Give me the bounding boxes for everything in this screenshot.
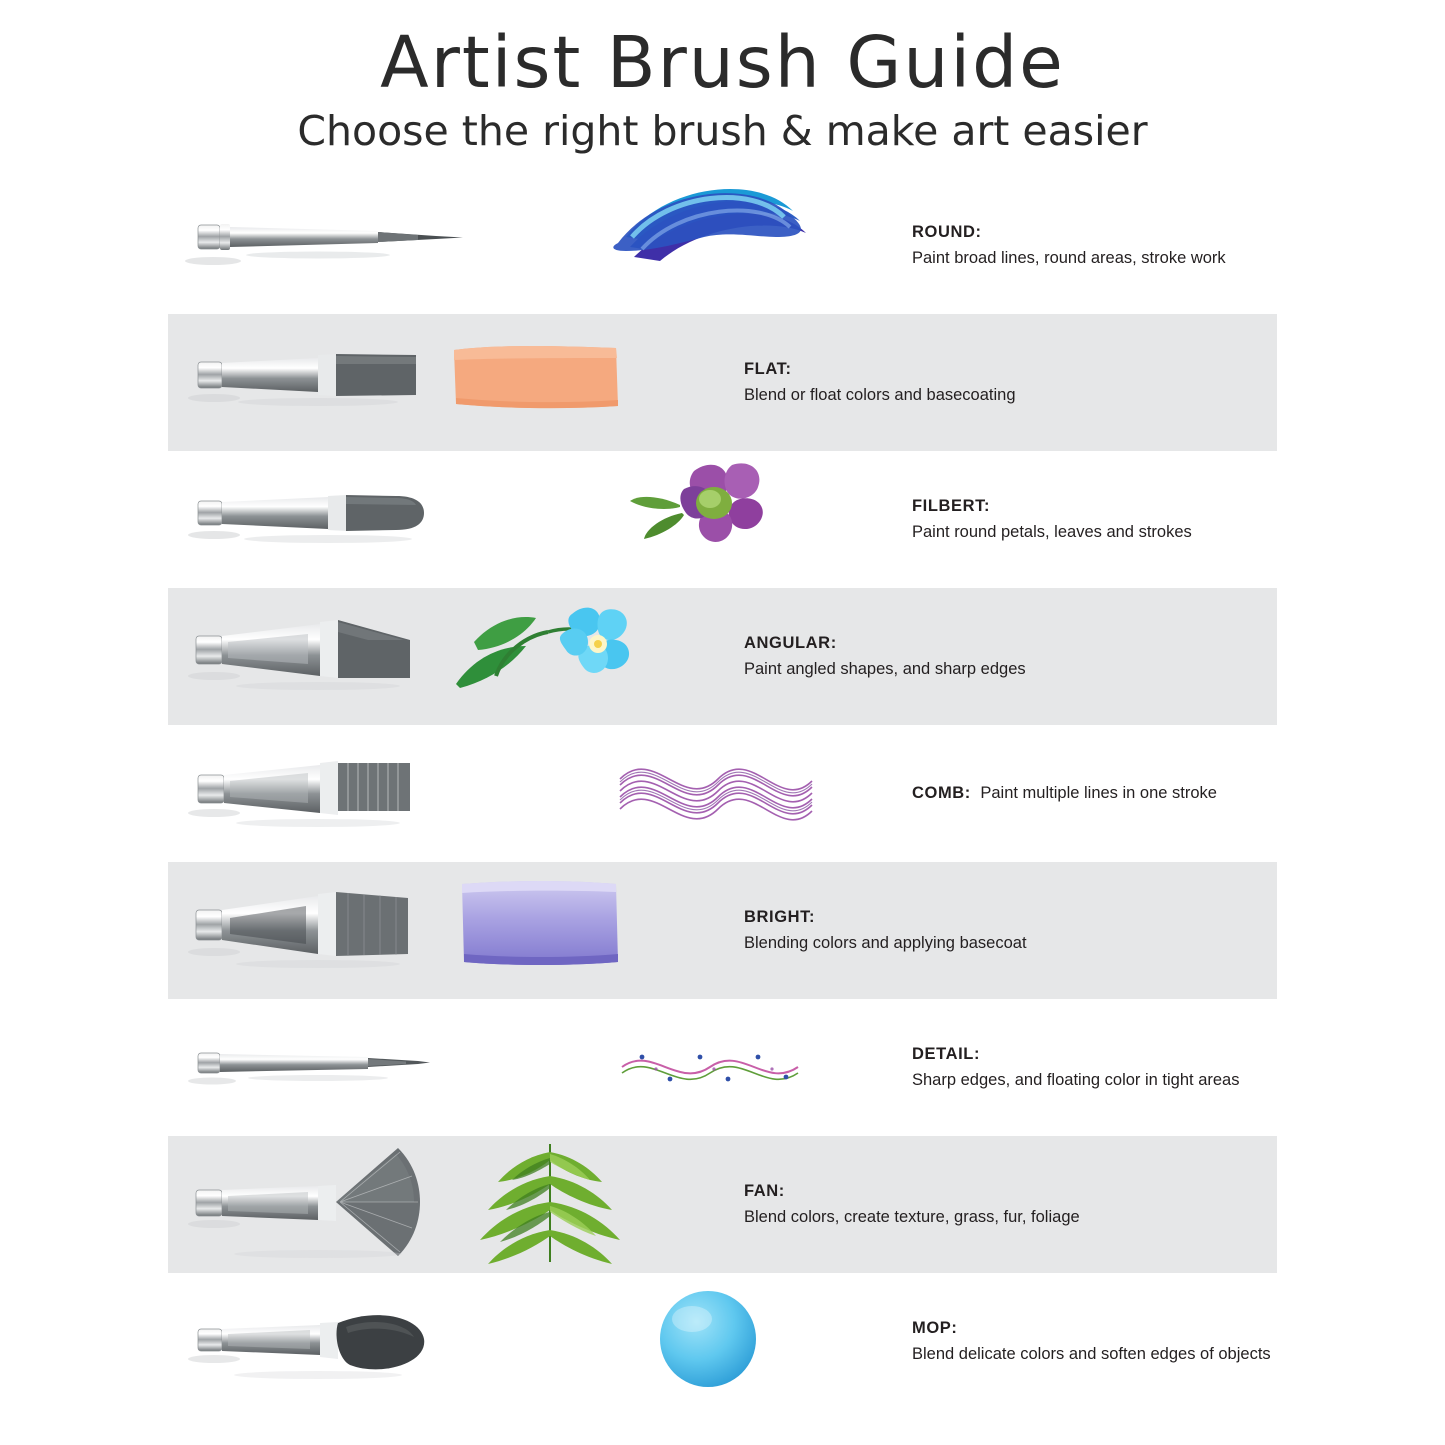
- brush-description: Blending colors and applying basecoat: [744, 933, 1027, 952]
- peach-block-swatch: [440, 314, 730, 451]
- brush-name: DETAIL:: [912, 1044, 981, 1063]
- bright-brush-icon: [168, 862, 440, 999]
- table-row: [0, 725, 1445, 862]
- brush-description: Blend or float colors and basecoating: [744, 385, 1016, 404]
- brush-text-cell: [730, 634, 1277, 679]
- brush-text-cell: [730, 360, 1277, 405]
- stroke-swatch-cell: [440, 314, 730, 451]
- brush-image-cell: [168, 725, 608, 862]
- brush-description: Paint multiple lines in one stroke: [980, 783, 1217, 802]
- brush-name: FILBERT:: [912, 496, 991, 515]
- brush-text-cell: [898, 784, 1445, 803]
- brush-text-cell: [898, 1045, 1445, 1090]
- brush-name: ROUND:: [912, 222, 982, 241]
- table-row: [0, 1273, 1445, 1410]
- brush-image-cell: [168, 177, 608, 314]
- brush-text-cell: [898, 223, 1445, 268]
- green-foliage-swatch: [440, 1136, 730, 1273]
- brush-text-cell: [898, 497, 1445, 542]
- table-row: [0, 177, 1445, 314]
- brush-image-cell: [168, 451, 608, 588]
- brush-text-cell: [730, 908, 1277, 953]
- brush-image-cell: [168, 1273, 608, 1410]
- brush-image-cell: [168, 1136, 440, 1273]
- brush-name: ANGULAR:: [744, 633, 837, 652]
- brush-description: Paint round petals, leaves and strokes: [912, 522, 1192, 541]
- brush-description: Blend colors, create texture, grass, fur, foliage: [744, 1207, 1080, 1226]
- thin-line-swatch: [608, 999, 898, 1136]
- brush-image-cell: [168, 588, 440, 725]
- detail-brush-icon: [168, 999, 608, 1136]
- brush-name: COMB:: [912, 783, 971, 802]
- mop-brush-icon: [168, 1273, 608, 1410]
- stroke-swatch-cell: [440, 1136, 730, 1273]
- stroke-swatch-cell: [608, 999, 898, 1136]
- brush-name: FAN:: [744, 1181, 785, 1200]
- brush-name: MOP:: [912, 1318, 958, 1337]
- poster-header: [0, 0, 1445, 155]
- round-brush-icon: [168, 177, 608, 314]
- brush-description: Paint angled shapes, and sharp edges: [744, 659, 1026, 678]
- table-row: [168, 1136, 1277, 1273]
- brush-description: Sharp edges, and floating color in tight areas: [912, 1070, 1240, 1089]
- table-row: [168, 314, 1277, 451]
- stroke-swatch-cell: [608, 177, 898, 314]
- page-title: Artist Brush Guide: [380, 21, 1065, 104]
- stroke-swatch-cell: [608, 451, 898, 588]
- brush-image-cell: [168, 999, 608, 1136]
- brush-image-cell: [168, 862, 440, 999]
- page-subtitle: Choose the right brush & make art easier: [297, 106, 1148, 155]
- brush-name: BRIGHT:: [744, 907, 816, 926]
- table-row: [168, 862, 1277, 999]
- brush-text-cell: [898, 1319, 1445, 1364]
- brush-description: Paint broad lines, round areas, stroke work: [912, 248, 1226, 267]
- table-row: [168, 588, 1277, 725]
- blue-curved-strokes-swatch: [608, 177, 898, 314]
- comb-brush-icon: [168, 725, 608, 862]
- flat-brush-icon: [168, 314, 440, 451]
- brush-name: FLAT:: [744, 359, 792, 378]
- angular-brush-icon: [168, 588, 440, 725]
- stroke-swatch-cell: [608, 1273, 898, 1410]
- blue-circle-swatch: [608, 1273, 898, 1410]
- stroke-swatch-cell: [440, 588, 730, 725]
- table-row: [0, 999, 1445, 1136]
- fan-brush-icon: [168, 1136, 440, 1273]
- stroke-swatch-cell: [608, 725, 898, 862]
- purple-flower-swatch: [608, 451, 898, 588]
- brush-image-cell: [168, 314, 440, 451]
- brush-text-cell: [730, 1182, 1277, 1227]
- stroke-swatch-cell: [440, 862, 730, 999]
- brush-rows: [0, 177, 1445, 1410]
- blue-flower-leaf-swatch: [440, 588, 730, 725]
- brush-description: Blend delicate colors and soften edges of objects: [912, 1344, 1271, 1363]
- purple-wavy-lines-swatch: [608, 725, 898, 862]
- table-row: [0, 451, 1445, 588]
- violet-block-swatch: [440, 862, 730, 999]
- filbert-brush-icon: [168, 451, 608, 588]
